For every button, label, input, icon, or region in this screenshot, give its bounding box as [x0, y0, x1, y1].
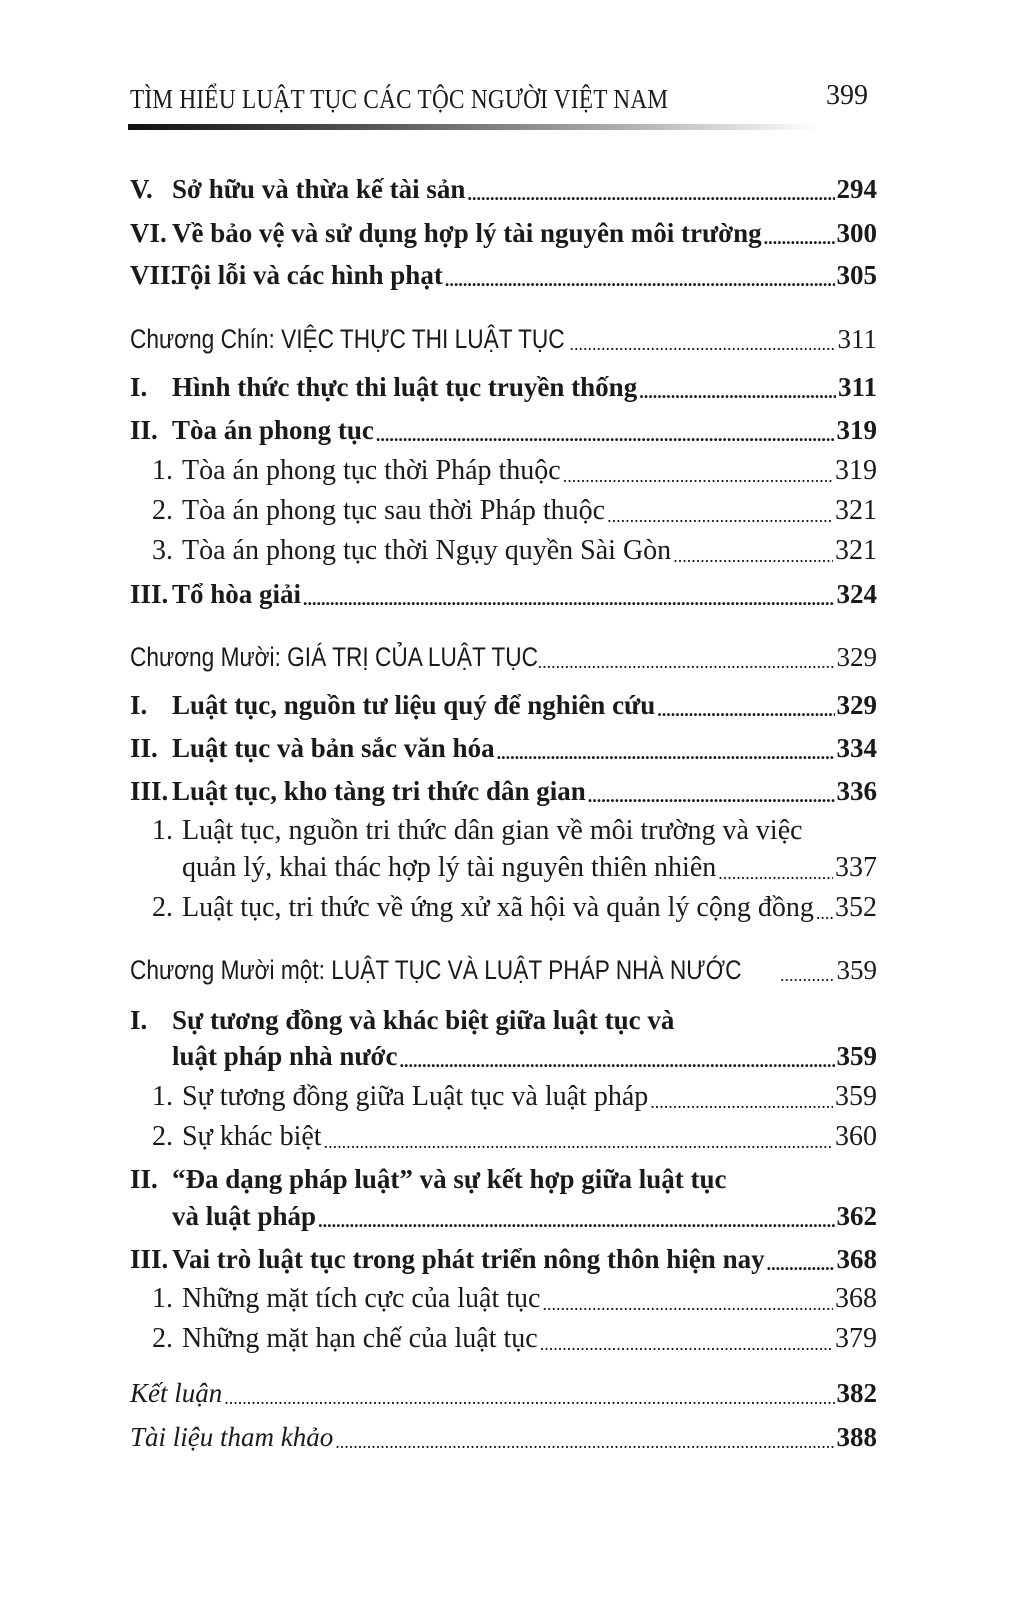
dot-leader: [303, 576, 834, 612]
dot-leader: [673, 533, 833, 569]
entry-title: Chương Mười: GIÁ TRỊ CỦA LUẬT TỤC: [130, 642, 538, 672]
toc-entry: [130, 576, 877, 612]
entry-page: 319: [836, 415, 877, 445]
entry-page: 337: [835, 852, 877, 883]
entry-title: Sự khác biệt: [182, 1121, 322, 1152]
dot-leader: [639, 369, 836, 405]
entry-page: 321: [835, 495, 877, 526]
entry-title: Chương Mười một: LUẬT TỤC VÀ LUẬT PHÁP NHÀ NƯỚC: [130, 955, 742, 985]
entry-number: III.: [130, 579, 169, 609]
entry-title: quản lý, khai thác hợp lý tài nguyên thiên nhiên: [182, 852, 717, 883]
dot-leader: [467, 171, 834, 207]
entry-title: Tòa án phong tục thời Pháp thuộc: [182, 455, 561, 486]
book-title: TÌM HIỂU LUẬT TỤC CÁC TỘC NGƯỜI VIỆT NAM: [130, 84, 669, 114]
entry-page: 300: [836, 218, 877, 248]
entry-number: I.: [130, 690, 148, 720]
entry-page: 360: [835, 1121, 877, 1152]
entry-page: 321: [835, 535, 877, 566]
entry-title: Tội lỗi và các hình phạt: [172, 260, 443, 290]
header-rule: [128, 124, 818, 130]
toc-entry: [130, 1161, 877, 1197]
entry-number: V.: [130, 174, 153, 204]
toc-entry: [130, 1375, 877, 1411]
entry-title: Tổ hòa giải: [172, 579, 302, 609]
entry-title: Sự tương đồng và khác biệt giữa luật tục và: [172, 1005, 675, 1035]
dot-leader: [318, 1198, 834, 1234]
toc-entry: [130, 1038, 877, 1074]
entry-page: 362: [836, 1201, 877, 1231]
toc-entry: [130, 493, 877, 529]
entry-title: Luật tục và bản sắc văn hóa: [172, 733, 495, 763]
toc-entry: [130, 1079, 877, 1115]
entry-title: Sự tương đồng giữa Luật tục và luật pháp: [182, 1081, 649, 1112]
entry-page: 329: [836, 690, 877, 720]
dot-leader: [764, 215, 835, 251]
entry-title: Luật tục, tri thức về ứng xử xã hội và quản lý cộng đồng: [182, 892, 814, 923]
entry-number: I.: [130, 372, 148, 402]
entry-number: III.: [130, 1244, 169, 1274]
entry-title: Kết luận: [130, 1378, 223, 1408]
dot-leader: [588, 773, 835, 809]
entry-page: 336: [836, 776, 877, 806]
toc-entry: [130, 730, 877, 766]
entry-page: 305: [836, 260, 877, 290]
toc-entry: [130, 1198, 877, 1234]
entry-page: 379: [835, 1323, 877, 1354]
toc-entry: [130, 257, 877, 293]
dot-leader: [224, 1375, 834, 1411]
entry-title: Luật tục, nguồn tư liệu quý để nghiên cứu: [172, 690, 656, 720]
toc-entry: [130, 773, 877, 809]
entry-title: Hình thức thực thi luật tục truyền thống: [172, 372, 638, 402]
dot-leader: [324, 1119, 833, 1155]
entry-number: VII.: [130, 260, 178, 290]
toc-entry: [130, 369, 877, 405]
entry-title: Luật tục, nguồn tri thức dân gian về môi trường và việc: [182, 815, 803, 846]
dot-leader: [376, 412, 835, 448]
toc-entry: [130, 1321, 877, 1357]
entry-title: Sở hữu và thừa kế tài sản: [172, 174, 466, 204]
toc-entry: [130, 412, 877, 448]
dot-leader: [497, 730, 835, 766]
toc-entry: [130, 1241, 877, 1277]
entry-page: 311: [837, 324, 877, 354]
entry-page: 359: [836, 1041, 877, 1071]
dot-leader: [538, 639, 835, 675]
entry-number: VI.: [130, 218, 167, 248]
entry-title: Tòa án phong tục: [172, 415, 374, 445]
entry-page: 324: [836, 579, 877, 609]
entry-page: 382: [836, 1378, 877, 1408]
dot-leader: [542, 1281, 833, 1317]
entry-title: luật pháp nhà nước: [172, 1041, 398, 1071]
dot-leader: [607, 493, 833, 529]
entry-number: 3.: [152, 535, 173, 566]
dot-leader: [657, 687, 834, 723]
entry-title: và luật pháp: [172, 1201, 317, 1231]
toc-entry: [130, 687, 877, 723]
dot-leader: [445, 257, 835, 293]
page-number: 399: [826, 80, 868, 111]
entry-number: 2.: [152, 1121, 173, 1152]
dot-leader: [540, 1321, 833, 1357]
entry-number: II.: [130, 733, 158, 763]
toc-entry: [130, 321, 877, 357]
dot-leader: [816, 890, 833, 926]
entry-page: 294: [836, 174, 877, 204]
entry-title: Những mặt tích cực của luật tục: [182, 1283, 541, 1314]
entry-number: 1.: [152, 815, 173, 846]
entry-title: Những mặt hạn chế của luật tục: [182, 1323, 538, 1354]
toc-entry: [130, 952, 877, 988]
entry-page: 352: [835, 892, 877, 923]
entry-page: 359: [836, 955, 877, 985]
entry-title: Tòa án phong tục sau thời Pháp thuộc: [182, 495, 606, 526]
dot-leader: [569, 321, 835, 357]
entry-page: 329: [836, 642, 877, 672]
entry-page: 334: [836, 733, 877, 763]
dot-leader: [780, 952, 835, 988]
toc-entry: [130, 813, 877, 849]
entry-number: II.: [130, 1164, 158, 1194]
entry-number: 2.: [152, 1323, 173, 1354]
toc-entry: [130, 453, 877, 489]
entry-title: Vai trò luật tục trong phát triển nông thôn hiện nay: [172, 1244, 765, 1274]
entry-number: II.: [130, 415, 158, 445]
dot-leader: [718, 850, 833, 886]
toc-entry: [130, 639, 877, 675]
dot-leader: [563, 453, 833, 489]
entry-number: III.: [130, 776, 169, 806]
toc-entry: [130, 1419, 877, 1455]
entry-page: 319: [835, 455, 877, 486]
entry-page: 359: [835, 1081, 877, 1112]
dot-leader: [650, 1079, 833, 1115]
dot-leader: [767, 1241, 835, 1277]
dot-leader: [335, 1419, 834, 1455]
entry-number: 1.: [152, 1081, 173, 1112]
toc-entry: [130, 1281, 877, 1317]
entry-page: 368: [835, 1283, 877, 1314]
toc-entry: [130, 1002, 877, 1038]
entry-title: Tài liệu tham khảo: [130, 1422, 334, 1452]
entry-title: Về bảo vệ và sử dụng hợp lý tài nguyên môi trường: [172, 218, 762, 248]
entry-page: 368: [836, 1244, 877, 1274]
toc-entry: [130, 1119, 877, 1155]
dot-leader: [400, 1038, 835, 1074]
toc-entry: [130, 890, 877, 926]
toc-entry: [130, 171, 877, 207]
entry-title: “Đa dạng pháp luật” và sự kết hợp giữa luật tục: [172, 1164, 727, 1194]
toc-entry: [130, 533, 877, 569]
entry-number: 1.: [152, 455, 173, 486]
entry-number: 2.: [152, 495, 173, 526]
entry-title: Chương Chín: VIỆC THỰC THI LUẬT TỤC: [130, 324, 565, 354]
entry-number: I.: [130, 1005, 148, 1035]
entry-page: 311: [837, 372, 877, 402]
entry-number: 1.: [152, 1283, 173, 1314]
entry-title: Tòa án phong tục thời Ngụy quyền Sài Gòn: [182, 535, 672, 566]
entry-title: Luật tục, kho tàng tri thức dân gian: [172, 776, 586, 806]
toc-entry: [130, 215, 877, 251]
entry-number: 2.: [152, 892, 173, 923]
entry-page: 388: [836, 1422, 877, 1452]
toc-entry: [130, 850, 877, 886]
